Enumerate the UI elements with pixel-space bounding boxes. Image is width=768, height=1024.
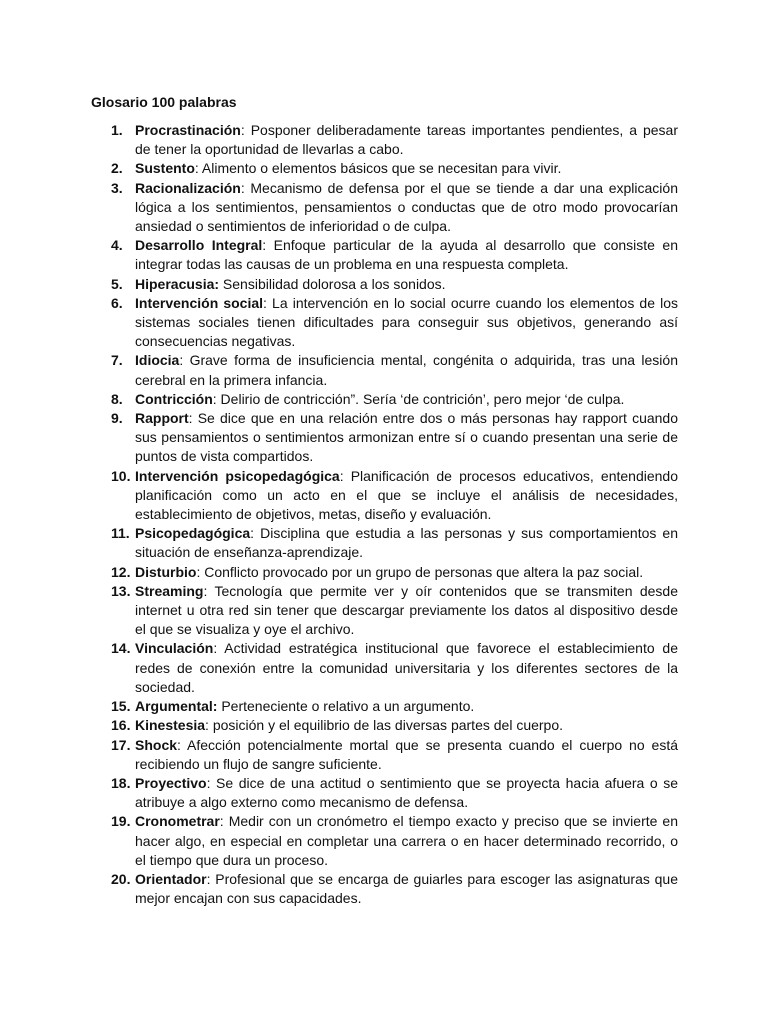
- entry-number: 14.: [111, 640, 131, 657]
- entry-number: 18.: [111, 774, 131, 791]
- entry-definition: Medir con un cronómetro el tiempo exacto y preciso que se invierte en hacer algo, en especial en completar una carrera o en hacer determinado recorrido, o el tiempo que dura un proceso.: [135, 813, 678, 868]
- glossary-entry: [91, 639, 678, 697]
- glossary-entry: [91, 563, 678, 582]
- entry-number: 19.: [111, 813, 131, 830]
- entry-separator: :: [240, 179, 245, 196]
- entry-separator: :: [262, 237, 267, 254]
- entry-separator: :: [213, 640, 218, 657]
- entry-term: Argumental:: [135, 698, 218, 715]
- entry-number: 1.: [111, 122, 123, 138]
- entry-term: Contricción: [135, 390, 213, 407]
- entry-number: 6.: [111, 294, 123, 311]
- glossary-entry: [91, 294, 678, 352]
- entry-term: Rapport: [135, 410, 189, 427]
- entry-term: Hiperacusia:: [135, 275, 220, 292]
- entry-definition: Planificación de procesos educativos, entendiendo planificación como un acto en el que se incluye el análisis de necesidades, establecimiento de objetivos, metas, diseño y evaluación.: [135, 467, 678, 523]
- entry-number: 5.: [111, 275, 123, 292]
- entry-number: 12.: [111, 563, 131, 580]
- entry-term: Sustento: [135, 160, 195, 177]
- entry-term: Procrastinación: [135, 122, 241, 138]
- glossary-entry: [91, 121, 678, 159]
- entry-number: 9.: [111, 410, 123, 427]
- glossary-entry: [91, 236, 678, 274]
- glossary-entry: [91, 716, 678, 735]
- entry-definition: Sensibilidad dolorosa a los sonidos.: [219, 275, 446, 292]
- entry-number: 17.: [111, 736, 131, 753]
- entry-number: 8.: [111, 390, 123, 407]
- entry-number: 2.: [111, 160, 123, 177]
- glossary-entry: [91, 179, 678, 237]
- entry-definition: Actividad estratégica institucional que favorece el establecimiento de redes de conexión entre la comunidad universitaria y los diferentes sectores de la sociedad.: [135, 640, 678, 695]
- glossary-entry: [91, 351, 678, 389]
- glossary-entry: [91, 812, 678, 870]
- entry-number: 20.: [111, 870, 131, 887]
- entry-number: 15.: [111, 698, 131, 715]
- entry-definition: Alimento o elementos básicos que se necesitan para vivir.: [198, 160, 562, 177]
- glossary-entry: [91, 159, 678, 178]
- glossary-entry: [91, 524, 678, 562]
- entry-separator: :: [206, 774, 211, 791]
- entry-term: Kinestesia: [135, 717, 206, 734]
- entry-number: 4.: [111, 237, 123, 254]
- entry-definition: La intervención en lo social ocurre cuando los elementos de los sistemas sociales tienen dificultades para conseguir sus objetivos, generando así consecuencias negativas.: [135, 294, 678, 350]
- entry-term: Shock: [135, 736, 178, 753]
- entry-separator: :: [177, 736, 181, 753]
- entry-separator: :: [203, 582, 208, 599]
- glossary-entry: [91, 774, 678, 812]
- glossary-entry: [91, 275, 678, 294]
- entry-term: Vinculación: [135, 640, 214, 657]
- entry-separator: :: [205, 717, 209, 734]
- entry-definition: Afección potencialmente mortal que se presenta cuando el cuerpo no está recibiendo un flujo de sangre suficiente.: [135, 736, 678, 772]
- entry-definition: Conflicto provocado por un grupo de personas que altera la paz social.: [200, 563, 644, 580]
- entry-definition: Grave forma de insuficiencia mental, congénita o adquirida, tras una lesión cerebral en la primera infancia.: [135, 352, 678, 388]
- entry-separator: :: [206, 870, 211, 887]
- entry-separator: :: [250, 525, 255, 542]
- entry-term: Intervención social: [135, 294, 264, 311]
- entry-term: Intervención psicopedagógica: [135, 467, 340, 484]
- entry-term: Psicopedagógica: [135, 525, 251, 542]
- glossary-entry: [91, 697, 678, 716]
- entry-definition: Se dice que en una relación entre dos o más personas hay rapport cuando sus pensamientos o sentimientos armonizan entre sí o cuando presentan una serie de puntos de vista compartidos.: [135, 410, 678, 465]
- entry-separator: :: [196, 563, 201, 580]
- entry-number: 7.: [111, 352, 123, 369]
- entry-separator: :: [240, 122, 245, 138]
- entry-separator: :: [194, 160, 199, 177]
- entry-number: 13.: [111, 582, 131, 599]
- entry-term: Streaming: [135, 582, 204, 599]
- entry-term: Orientador: [135, 870, 207, 887]
- entry-term: Idiocia: [135, 352, 180, 369]
- glossary-entry: [91, 390, 678, 409]
- entry-term: Desarrollo Integral: [135, 237, 263, 254]
- document-title: Glosario 100 palabras: [91, 94, 237, 110]
- entry-definition: Disciplina que estudia a las personas y sus comportamientos en situación de enseñanza-aprendizaje.: [135, 525, 678, 561]
- entry-separator: :: [188, 410, 193, 427]
- glossary-entry: [91, 736, 678, 774]
- glossary-list: [91, 121, 678, 908]
- glossary-entry: [91, 409, 678, 467]
- entry-term: Racionalización: [135, 179, 241, 196]
- entry-definition: Se dice de una actitud o sentimiento que se proyecta hacia afuera o se atribuye a algo externo como mecanismo de defensa.: [135, 774, 678, 811]
- entry-separator: :: [263, 294, 267, 311]
- entry-definition: Perteneciente o relativo a un argumento.: [217, 698, 475, 715]
- entry-separator: :: [219, 813, 224, 830]
- entry-term: Disturbio: [135, 563, 197, 580]
- entry-number: 10.: [111, 467, 131, 484]
- entry-separator: :: [179, 352, 184, 369]
- entry-definition: Mecanismo de defensa por el que se tiende a dar una explicación lógica a los sentimientos, pensamientos o conductas que de otro modo provocarían ansiedad o sentimientos de inferioridad o de culpa.: [135, 179, 678, 235]
- entry-number: 11.: [111, 525, 130, 542]
- entry-definition: Posponer deliberadamente tareas importantes pendientes, a pesar de tener la oportunidad de llevarlas a cabo.: [135, 122, 678, 158]
- entry-number: 3.: [111, 179, 123, 196]
- entry-definition: Profesional que se encarga de guiarles para escoger las asignaturas que mejor encajan con sus capacidades.: [135, 870, 678, 907]
- entry-separator: :: [339, 467, 344, 484]
- glossary-entry: [91, 582, 678, 640]
- entry-definition: posición y el equilibrio de las diversas partes del cuerpo.: [208, 717, 564, 734]
- entry-definition: Delirio de contricción”. Sería ‘de contrición’, pero mejor ‘de culpa.: [216, 390, 625, 407]
- entry-separator: :: [212, 390, 217, 407]
- entry-definition: Tecnología que permite ver y oír contenidos que se transmiten desde internet u otra red sin tener que descargar previamente los datos al dispositivo desde el que se visualiza y oye el archivo.: [135, 582, 678, 638]
- glossary-entry: [91, 467, 678, 525]
- glossary-entry: [91, 870, 678, 908]
- entry-term: Cronometrar: [135, 813, 220, 830]
- entry-definition: Enfoque particular de la ayuda al desarrollo que consiste en integrar todas las causas de un problema en una respuesta completa.: [135, 237, 678, 273]
- entry-term: Proyectivo: [135, 774, 207, 791]
- entry-number: 16.: [111, 717, 131, 734]
